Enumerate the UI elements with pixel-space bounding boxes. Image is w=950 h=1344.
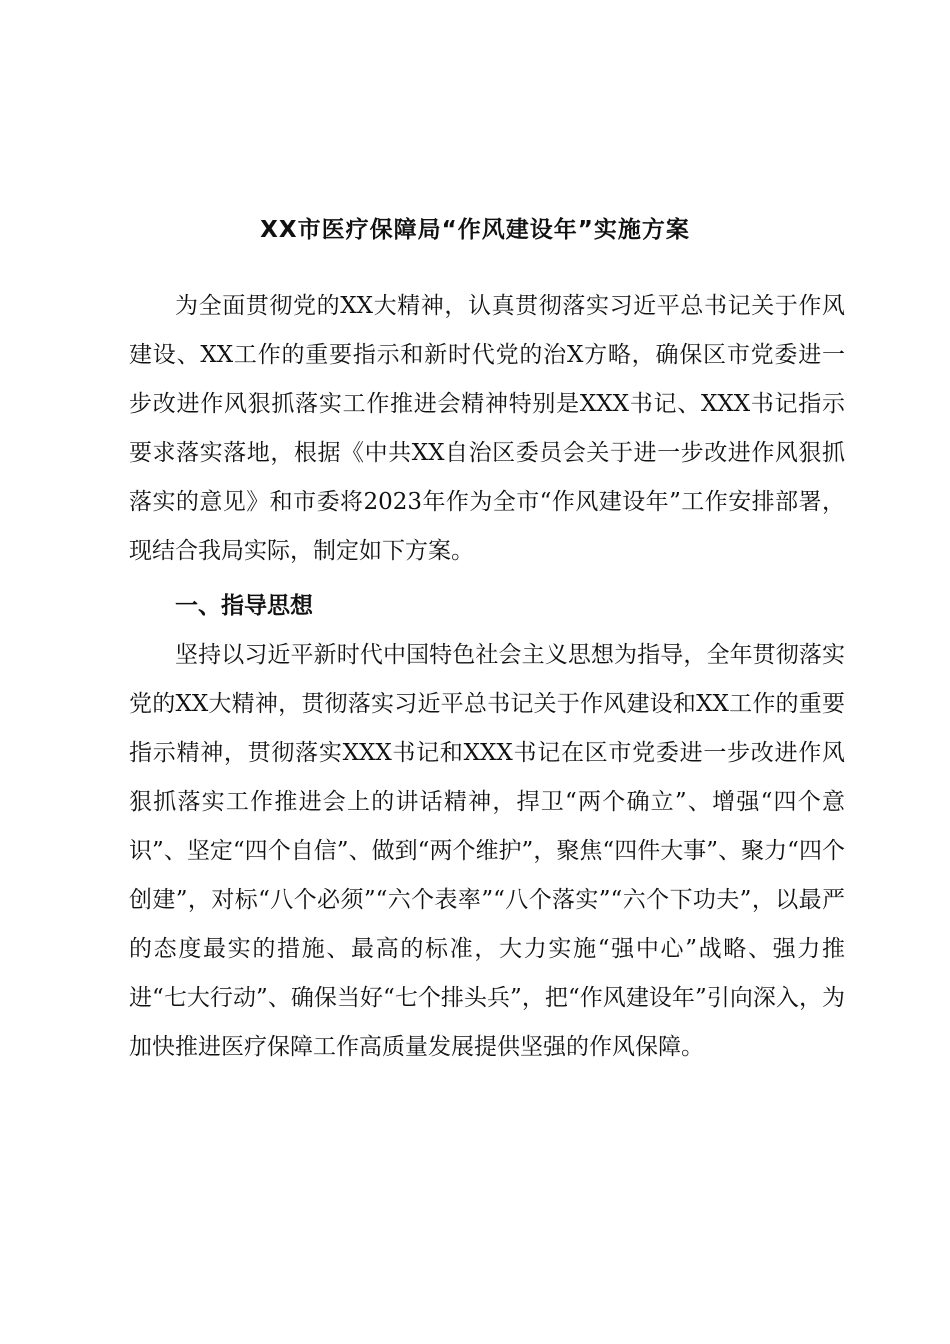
intro-paragraph-block [129, 282, 845, 576]
section-1-paragraph: 坚持以习近平新时代中国特色社会主义思想为指导，全年贯彻落实党的XX大精神，贯彻落实习近平总书记关于作风建设和XX工作的重要指示精神，贯彻落实XXX书记和XXX书记在区市党委进一步改进作风狠抓落实工作推进会上的讲话精神，捍卫“两个确立”、增强“四个意识”、坚定“四个自信”、做到“两个维护”，聚焦“四件大事”、聚力“四个创建”，对标“八个必须”“六个表率”“八个落实”“六个下功夫”，以最严的态度最实的措施、最高的标准，大力实施“强中心”战略、强力推进“七大行动”、确保当好“七个排头兵”，把“作风建设年”引向深入，为加快推进医疗保障工作高质量发展提供坚强的作风保障。 [129, 642, 845, 1060]
section-heading-guiding-ideology: 一、指导思想 [175, 593, 313, 619]
document-title: XX市医疗保障局“作风建设年”实施方案 [260, 217, 690, 243]
section-1-paragraph-block [129, 631, 845, 1072]
intro-paragraph: 为全面贯彻党的XX大精神，认真贯彻落实习近平总书记关于作风建设、XX工作的重要指示和新时代党的治X方略，确保区市党委进一步改进作风狠抓落实工作推进会精神特别是XXX书记、XXX书记指示要求落实落地，根据《中共XX自治区委员会关于进一步改进作风狠抓落实的意见》和市委将2023年作为全市“作风建设年”工作安排部署，现结合我局实际，制定如下方案。 [129, 293, 845, 564]
